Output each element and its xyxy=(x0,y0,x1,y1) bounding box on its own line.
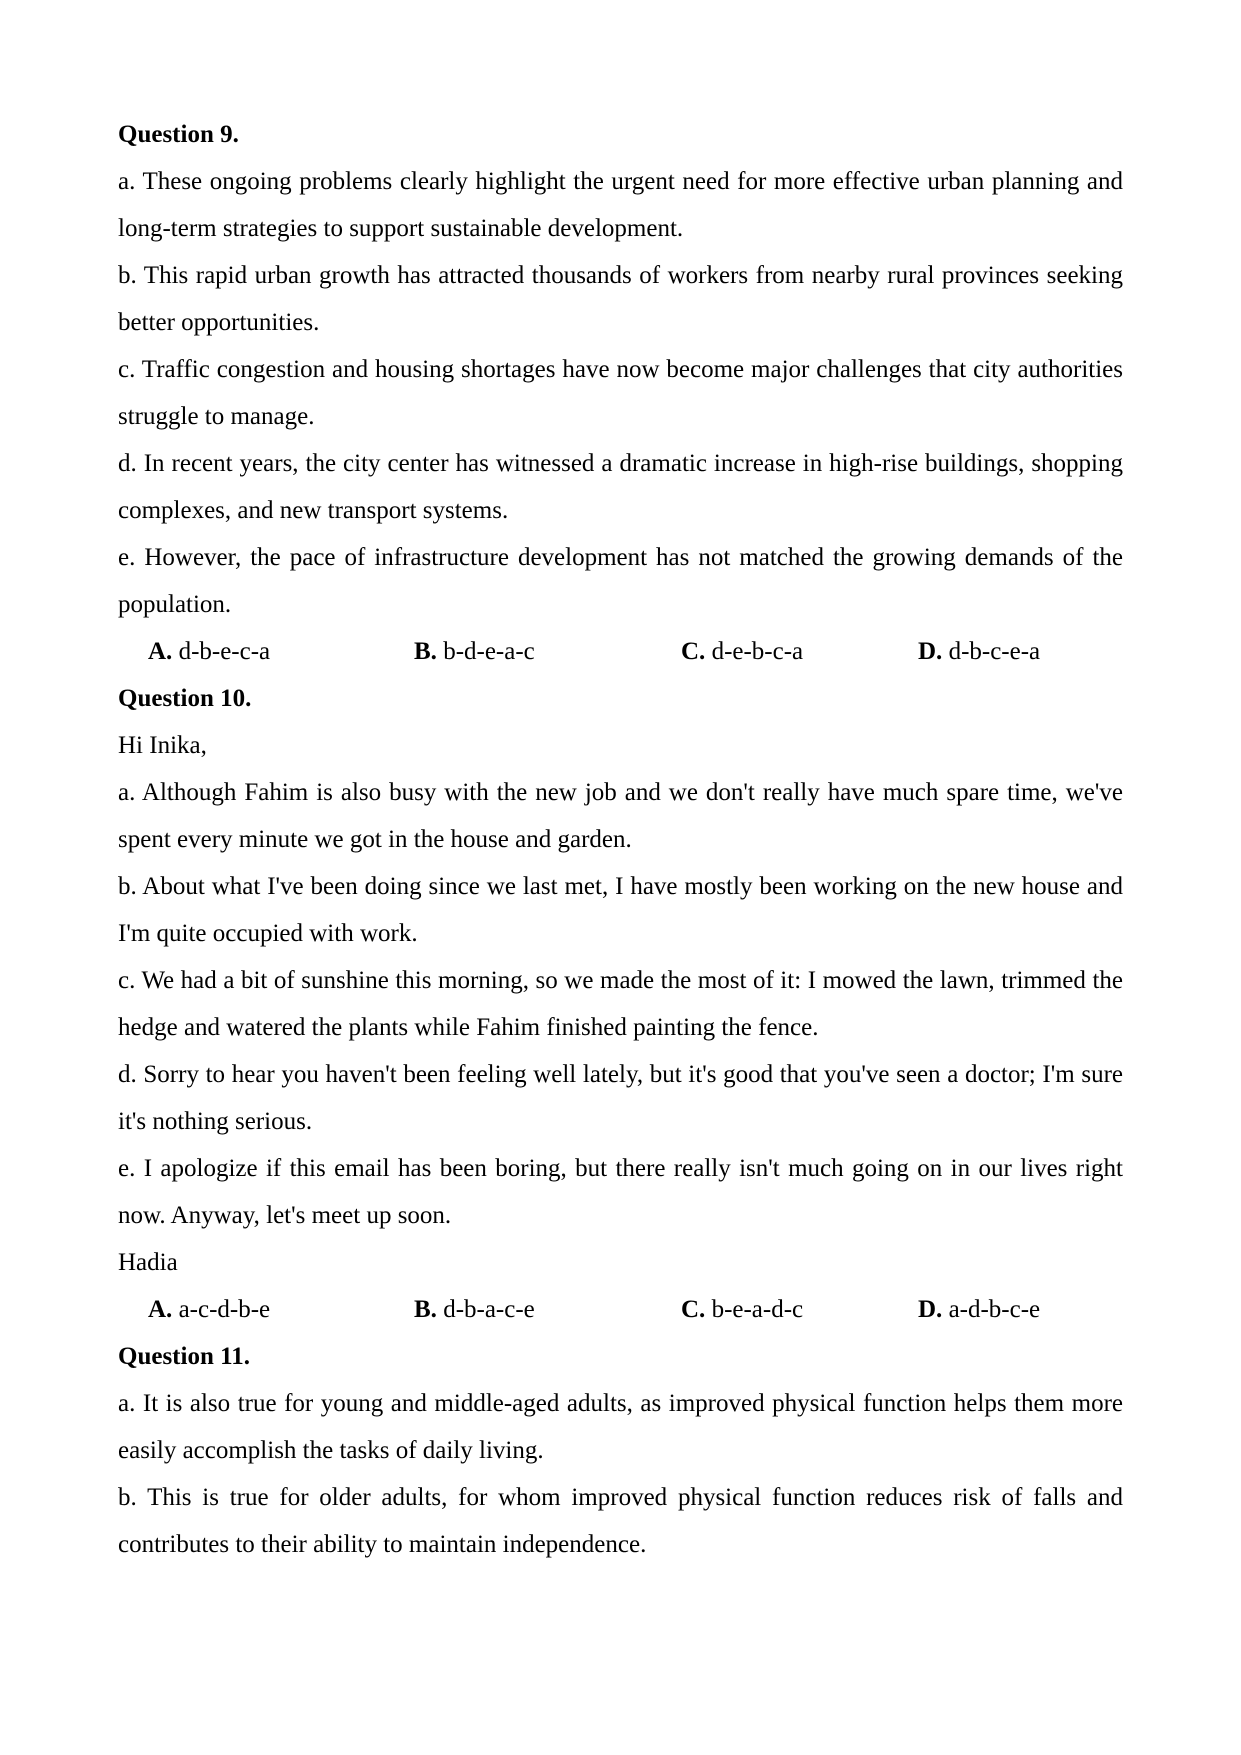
option-text: d-b-a-c-e xyxy=(443,1296,535,1323)
question-10-item-a: a. Although Fahim is also busy with the new job and we don't really have much spare time, we've spent every minute we got in the house and garden. xyxy=(118,779,1123,853)
option-text: b-e-a-d-c xyxy=(711,1296,804,1323)
question-9-item-d: d. In recent years, the city center has witnessed a dramatic increase in high-rise buildings, shopping complexes, and new transport systems. xyxy=(118,450,1123,524)
question-10-signature: Hadia xyxy=(118,1249,178,1276)
question-9-option-d[interactable] xyxy=(918,628,1040,675)
option-text: b-d-e-a-c xyxy=(443,638,535,665)
question-10-item-e: e. I apologize if this email has been boring, but there really isn't much going on in our lives right now. Anyway, let's meet up soon. xyxy=(118,1155,1123,1229)
question-10-item-d: d. Sorry to hear you haven't been feeling well lately, but it's good that you've seen a doctor; I'm sure it's nothing serious. xyxy=(118,1061,1123,1135)
question-9-item-c: c. Traffic congestion and housing shortages have now become major challenges that city authorities struggle to manage. xyxy=(118,356,1123,430)
question-9-item-b: b. This rapid urban growth has attracted thousands of workers from nearby rural provinces seeking better opportunities. xyxy=(118,262,1123,336)
question-9-option-b[interactable] xyxy=(414,628,535,675)
question-11-title: Question 11. xyxy=(118,1343,250,1370)
option-letter: D. xyxy=(918,1296,943,1323)
question-10-option-d[interactable] xyxy=(918,1286,1040,1333)
option-letter: A. xyxy=(148,638,173,665)
question-10-option-a[interactable] xyxy=(148,1286,270,1333)
question-10-title: Question 10. xyxy=(118,685,252,712)
option-text: d-b-c-e-a xyxy=(948,638,1041,665)
option-text: a-d-b-c-e xyxy=(948,1296,1041,1323)
question-9-option-a[interactable] xyxy=(148,628,270,675)
question-11-item-a: a. It is also true for young and middle-aged adults, as improved physical function helps them more easily accomplish the tasks of daily living. xyxy=(118,1390,1123,1464)
question-9-title: Question 9. xyxy=(118,121,239,148)
question-10-item-b: b. About what I've been doing since we last met, I have mostly been working on the new house and I'm quite occupied with work. xyxy=(118,873,1123,947)
option-letter: C. xyxy=(681,638,706,665)
question-10-option-b[interactable] xyxy=(414,1286,535,1333)
exam-page xyxy=(118,111,1123,1568)
question-9-option-c[interactable] xyxy=(681,628,803,675)
option-text: d-e-b-c-a xyxy=(711,638,804,665)
question-9-item-e: e. However, the pace of infrastructure development has not matched the growing demands of the population. xyxy=(118,544,1123,618)
question-10-item-c: c. We had a bit of sunshine this morning, so we made the most of it: I mowed the lawn, trimmed the hedge and watered the plants while Fahim finished painting the fence. xyxy=(118,967,1123,1041)
question-10-option-c[interactable] xyxy=(681,1286,803,1333)
option-letter: C. xyxy=(681,1296,706,1323)
question-9-options xyxy=(118,628,1123,675)
question-11-item-b: b. This is true for older adults, for whom improved physical function reduces risk of falls and contributes to their ability to maintain independence. xyxy=(118,1484,1123,1558)
option-letter: B. xyxy=(414,638,437,665)
option-text: d-b-e-c-a xyxy=(178,638,271,665)
question-10-options xyxy=(118,1286,1123,1333)
option-letter: D. xyxy=(918,638,943,665)
option-letter: A. xyxy=(148,1296,173,1323)
option-text: a-c-d-b-e xyxy=(178,1296,271,1323)
question-9-item-a: a. These ongoing problems clearly highlight the urgent need for more effective urban planning and long-term strategies to support sustainable development. xyxy=(118,168,1123,242)
question-10-greeting: Hi Inika, xyxy=(118,732,207,759)
option-letter: B. xyxy=(414,1296,437,1323)
